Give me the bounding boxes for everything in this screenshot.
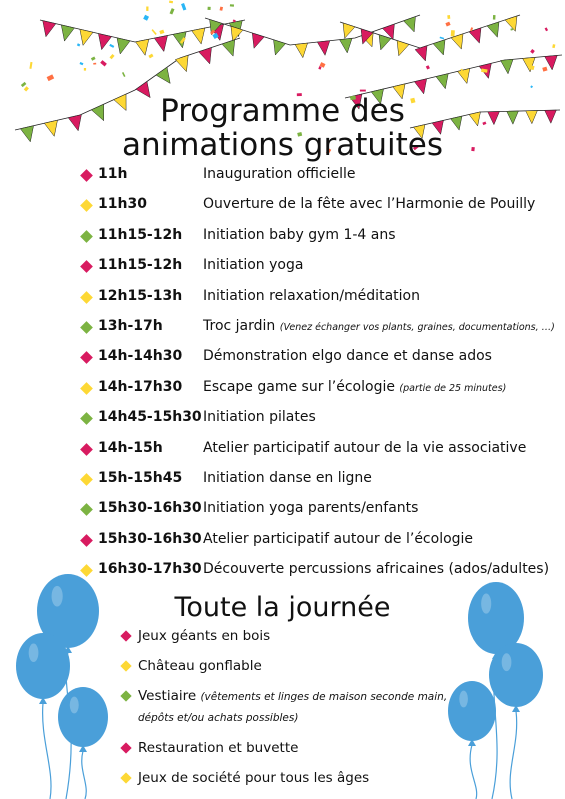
schedule-time: 11h30 [98,196,147,213]
schedule-activity [203,318,555,334]
list-item [122,738,462,758]
list-item-text: Château gonflable [138,658,262,674]
schedule-time: 16h30-17h30 [98,561,202,578]
diamond-bullet-icon [120,660,131,671]
list-item [122,768,462,788]
activity-text: Inauguration officielle [203,166,356,182]
schedule-row [82,497,562,527]
schedule-activity [203,166,356,182]
list-item-text: Jeux de société pour tous les âges [138,770,370,786]
schedule-row [82,376,562,406]
activity-text: Atelier participatif autour de la vie associative [203,439,527,456]
page-title-line-1: Programme des [160,93,405,129]
schedule-time: 15h30-16h30 [98,530,202,547]
activity-note: (partie de 25 minutes) [399,382,507,394]
diamond-bullet-icon [80,351,93,364]
schedule-time: 14h-15h [98,439,163,456]
list-item-text [138,686,462,728]
diamond-bullet-icon [80,200,93,213]
diamond-bullet-icon [80,321,93,334]
list-item-text: Restauration et buvette [138,740,299,756]
schedule-activity [203,257,303,273]
activity-text: Démonstration elgo dance et danse ados [203,348,492,365]
schedule-row [82,558,562,588]
activity-text: Initiation relaxation/méditation [203,287,420,304]
schedule-row [82,437,562,467]
list-item [122,686,462,728]
list-item [122,626,462,646]
activity-text: Découverte percussions africaines (ados/adultes) [203,561,550,578]
diamond-bullet-icon [80,260,93,273]
diamond-bullet-icon [80,564,93,577]
schedule-row [82,193,562,223]
schedule-activity [203,196,535,212]
diamond-bullet-icon [80,534,93,547]
schedule-row [82,254,562,284]
schedule-activity [203,288,420,304]
schedule-time: 15h-15h45 [98,469,183,486]
list-item-text: Jeux géants en bois [138,628,271,644]
list-item-note: dépôts et/ou achats possibles) [138,712,299,724]
schedule-activity [203,500,418,516]
diamond-bullet-icon [120,772,131,783]
activity-text: Ouverture de la fête avec l’Harmonie de Pouilly [203,196,536,213]
schedule-row [82,345,562,375]
activity-text: Initiation pilates [203,409,316,426]
diamond-bullet-icon [80,230,93,243]
page-title-line-2: animations gratuites [121,127,444,163]
schedule-activity [203,379,506,395]
activity-text: Escape game sur l’écologie [203,378,395,395]
diamond-bullet-icon [80,382,93,395]
activity-text: Initiation yoga [203,257,304,274]
schedule-row [82,528,562,558]
schedule-activity [203,531,473,547]
schedule-time: 15h30-16h30 [98,500,202,517]
schedule-time: 11h [98,166,128,182]
diamond-bullet-icon [120,690,131,701]
schedule-time: 14h45-15h30 [98,409,202,426]
schedule-time: 14h-14h30 [98,348,183,365]
list-item-note: (vêtements et linges de maison seconde main, [200,691,448,703]
activity-text: Initiation baby gym 1-4 ans [203,226,396,243]
schedule-activity [203,348,492,364]
diamond-bullet-icon [120,742,131,753]
schedule-activity [203,227,396,243]
schedule-activity [203,440,526,456]
activity-text: Initiation yoga parents/enfants [203,500,419,517]
schedule-row [82,467,562,497]
diamond-bullet-icon [120,630,131,641]
schedule-list [82,163,562,588]
list-item [122,656,462,676]
schedule-row [82,163,562,193]
all-day-title: Toute la journée [174,592,391,623]
schedule-row [82,406,562,436]
schedule-activity [203,409,316,425]
schedule-time: 11h15-12h [98,226,183,243]
schedule-time: 12h15-13h [98,287,183,304]
activity-text: Initiation danse en ligne [203,469,372,486]
list-item-label: Vestiaire [138,688,197,704]
schedule-row [82,285,562,315]
activity-text: Troc jardin [203,317,276,334]
diamond-bullet-icon [80,291,93,304]
schedule-activity [203,470,372,486]
diamond-bullet-icon [80,503,93,516]
schedule-time: 11h15-12h [98,257,183,274]
all-day-list [122,626,462,788]
activity-note: (Venez échanger vos plants, graines, documentations, …) [279,321,555,333]
diamond-bullet-icon [80,412,93,425]
diamond-bullet-icon [80,443,93,456]
schedule-time: 13h-17h [98,317,163,334]
activity-text: Atelier participatif autour de l’écologie [203,530,474,547]
schedule-row [82,315,562,345]
schedule-row [82,224,562,254]
schedule-time: 14h-17h30 [98,378,183,395]
schedule-activity [203,561,549,577]
diamond-bullet-icon [80,169,93,182]
diamond-bullet-icon [80,473,93,486]
